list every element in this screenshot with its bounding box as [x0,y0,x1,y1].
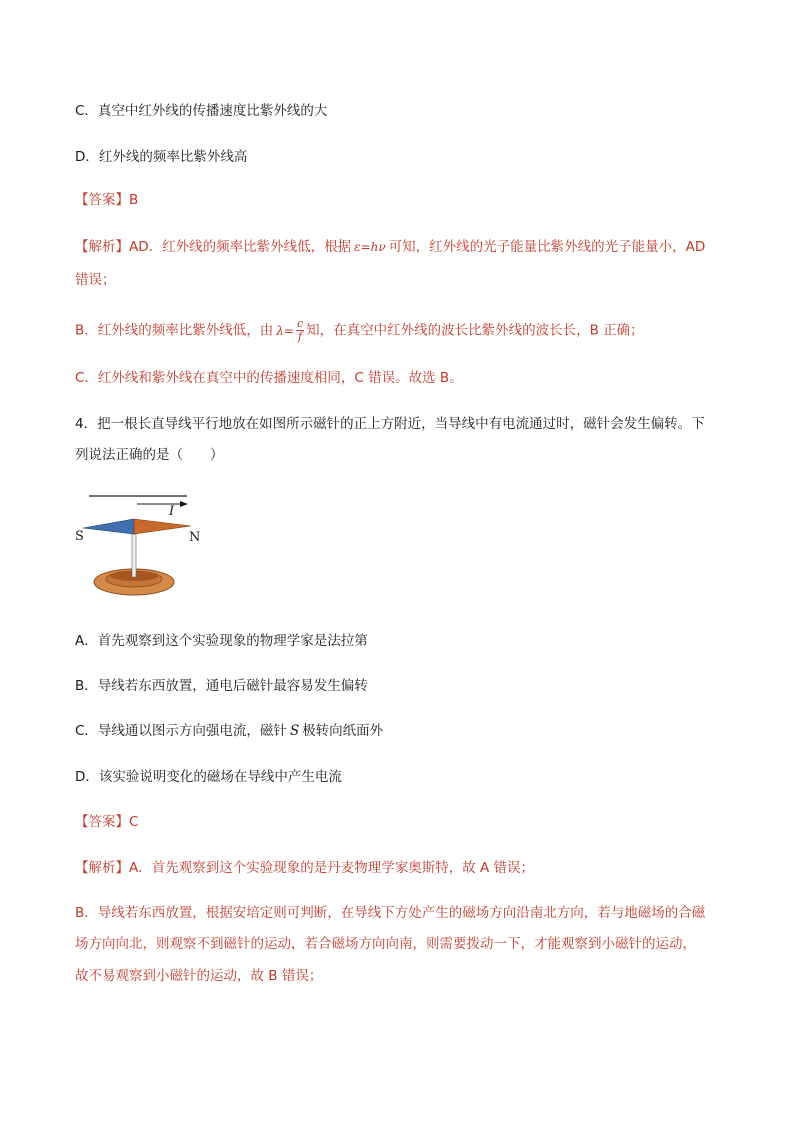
north-label: N [189,530,201,545]
analysis-4-line1 [75,859,534,877]
analysis-4-line2: B．导线若东西放置，根据安培定则可判断，在导线下方处产生的磁场方向沿南北方向，若与地磁场的合磁 [75,905,706,921]
formula-energy: ε=hν [354,240,386,254]
south-label: S [75,529,84,544]
option-d: D．该实验说明变化的磁场在导线中产生电流 [75,769,342,785]
analysis-4-line4: 故不易观察到小磁针的运动，故 B 错误； [75,968,323,984]
analysis-text: A．首先观察到这个实验现象的是丹麦物理学家奥斯特，故 A 错误； [129,860,535,876]
compass-needle-figure [75,490,225,605]
formula-lambda: λ= [276,323,294,338]
answer-4 [75,813,138,831]
answer-value: B [129,192,139,208]
fraction-denominator: f [297,330,303,343]
analysis-tag: 【解析】 [75,860,129,876]
current-label: I [169,504,175,519]
option-b: B．导线若东西放置，通电后磁针最容易发生偏转 [75,678,368,694]
analysis-text: 知，在真空中红外线的波长比紫外线的波长长，B 正确； [306,322,644,339]
analysis-tag: 【解析】 [75,239,129,255]
analysis-3-line3 [75,318,644,343]
option-c-pole: S [289,723,300,739]
option-c-text: 极转向纸面外 [302,723,384,739]
option-c [75,722,383,740]
analysis-3-line4: C．红外线和紫外线在真空中的传播速度相同，C 错误。故选 B。 [75,370,463,386]
answer-tag: 【答案】 [75,192,129,208]
needle-south-half [83,519,134,534]
analysis-3-line2: 错误； [75,272,116,288]
option-c-prev: C．真空中红外线的传播速度比紫外线的大 [75,103,328,119]
analysis-4-line3: 场方向向北，则观察不到磁针的运动，若合磁场方向向南，则需要拨动一下，才能观察到小磁针的运动， [75,936,696,952]
answer-value: C [129,814,139,830]
analysis-text: AD．红外线的频率比紫外线低，根据 [129,239,352,255]
analysis-text: 可知，红外线的光子能量比紫外线的光子能量小，AD [388,239,706,255]
fraction-numerator: c [296,317,304,330]
option-d-prev: D．红外线的频率比紫外线高 [75,149,248,165]
answer-3 [75,191,138,209]
option-a: A．首先观察到这个实验现象的物理学家是法拉第 [75,633,368,649]
analysis-text: B．红外线的频率比紫外线低，由 [75,322,274,339]
analysis-3-line1 [75,238,705,256]
question-4-stem-line1: 4．把一根长直导线平行地放在如图所示磁针的正上方附近，当导线中有电流通过时，磁针会发生偏转。下 [75,416,705,432]
question-4-stem-line2: 列说法正确的是（ ） [75,447,224,463]
formula-fraction [296,318,304,343]
needle-north-half [134,519,191,534]
option-c-text: C．导线通以图示方向强电流，磁针 [75,723,287,739]
answer-tag: 【答案】 [75,814,129,830]
stand-pole [132,534,136,577]
